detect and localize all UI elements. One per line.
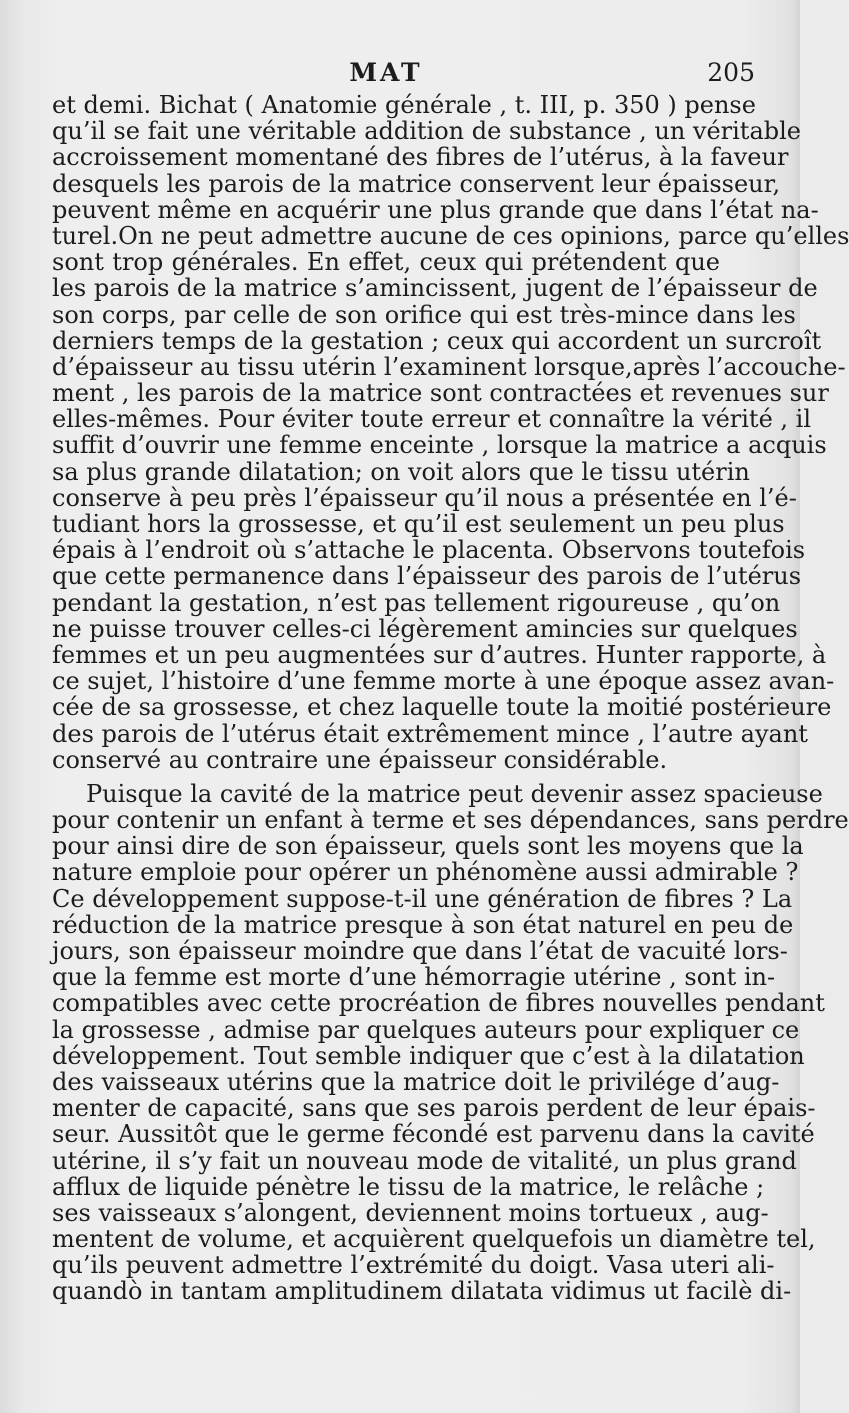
text-line: afflux de liquide pénètre le tissu de la matrice, le relâche ; [52,1172,765,1201]
text-line: Puisque la cavité de la matrice peut devenir assez spacieuse [86,779,823,808]
paragraph [52,91,849,774]
text-line: que la femme est morte d’une hémorragie utérine , sont in- [52,963,776,992]
text-line: quandò in tantam amplitudinem dilatata vidimus ut facilè di- [52,1277,792,1306]
running-head: MAT [349,58,423,87]
text-line: pendant la gestation, n’est pas tellement rigoureuse , qu’on [52,588,781,617]
text-line: développement. Tout semble indiquer que c’est à la dilatation [52,1041,805,1070]
text-line: compatibles avec cette procréation de fibres nouvelles pendant [52,989,825,1018]
body-text [52,91,849,1306]
text-line: sont trop générales. En effet, ceux qui prétendent que [52,248,720,277]
text-line: épais à l’endroit où s’attache le placenta. Observons toutefois [52,536,806,565]
text-line: peuvent même en acquérir une plus grande que dans l’état na- [52,195,819,224]
text-line: seur. Aussitôt que le germe fécondé est parvenu dans la cavité [52,1120,815,1149]
text-line: des vaisseaux utérins que la matrice doit le privilége d’aug- [52,1067,780,1096]
text-line: ne puisse trouver celles-ci légèrement amincies sur quelques [52,614,798,643]
text-line: et demi. Bichat ( Anatomie générale , t. III, p. 350 ) pense [52,91,756,119]
text-line: tudiant hors la grossesse, et qu’il est seulement un peu plus [52,510,785,538]
text-line: qu’il se fait une véritable addition de substance , un véritable [52,117,802,146]
text-line: suffit d’ouvrir une femme enceinte , lorsque la matrice a acquis [52,431,827,460]
text-line: turel.On ne peut admettre aucune de ces opinions, parce qu’elles [52,221,849,250]
text-line: mentent de volume, et acquièrent quelquefois un diamètre tel, [52,1225,816,1254]
text-line: cée de sa grossesse, et chez laquelle toute la moitié postérieure [52,693,832,722]
text-line: son corps, par celle de son orifice qui est très-mince dans les [52,300,796,329]
text-line: femmes et un peu augmentées sur d’autres. Hunter rapporte, à [52,640,827,669]
text-line: menter de capacité, sans que ses parois perdent de leur épais- [52,1094,816,1123]
text-line: conservé au contraire une épaisseur considérable. [52,745,668,774]
page-number: 205 [707,58,755,87]
text-line: pour contenir un enfant à terme et ses dépendances, sans perdre [52,806,849,835]
text-line: les parois de la matrice s’amincissent, jugent de l’épaisseur de [52,274,818,303]
text-line: jours, son épaisseur moindre que dans l’état de vacuité lors- [52,937,788,965]
text-line: elles-mêmes. Pour éviter toute erreur et connaître la vérité , il [52,405,812,434]
text-line: qu’ils peuvent admettre l’extrémité du doigt. Vasa uteri ali- [52,1251,775,1280]
text-line: la grossesse , admise par quelques auteurs pour expliquer ce [52,1015,800,1044]
paragraph [52,779,849,1306]
text-line: accroissement momentané des fibres de l’utérus, à la faveur [52,143,789,172]
text-line: que cette permanence dans l’épaisseur des parois de l’utérus [52,562,802,591]
text-line: Ce développement suppose-t-il une génération de fibres ? La [52,884,793,913]
text-line: pour ainsi dire de son épaisseur, quels sont les moyens que la [52,832,804,861]
text-line: ses vaisseaux s’alongent, deviennent moins tortueux , aug- [52,1198,769,1227]
text-line: sa plus grande dilatation; on voit alors que le tissu utérin [52,457,750,486]
text-line: d’épaisseur au tissu utérin l’examinent lorsque,après l’accouche- [52,352,846,381]
text-line: utérine, il s’y fait un nouveau mode de vitalité, un plus grand [52,1146,797,1175]
text-line: conserve à peu près l’épaisseur qu’il nous a présentée en l’é- [52,483,797,512]
text-line: des parois de l’utérus était extrêmement mince , l’autre ayant [52,719,808,748]
text-line: ce sujet, l’histoire d’une femme morte à une époque assez avan- [52,667,835,696]
text-line: desquels les parois de la matrice conservent leur épaisseur, [52,169,781,198]
text-line: réduction de la matrice presque à son état naturel en peu de [52,910,794,939]
text-line: nature emploie pour opérer un phénomène aussi admirable ? [52,858,799,887]
text-line: derniers temps de la gestation ; ceux qui accordent un surcroît [52,326,822,355]
page-header [52,58,755,94]
text-line: ment , les parois de la matrice sont contractées et revenues sur [52,379,829,408]
